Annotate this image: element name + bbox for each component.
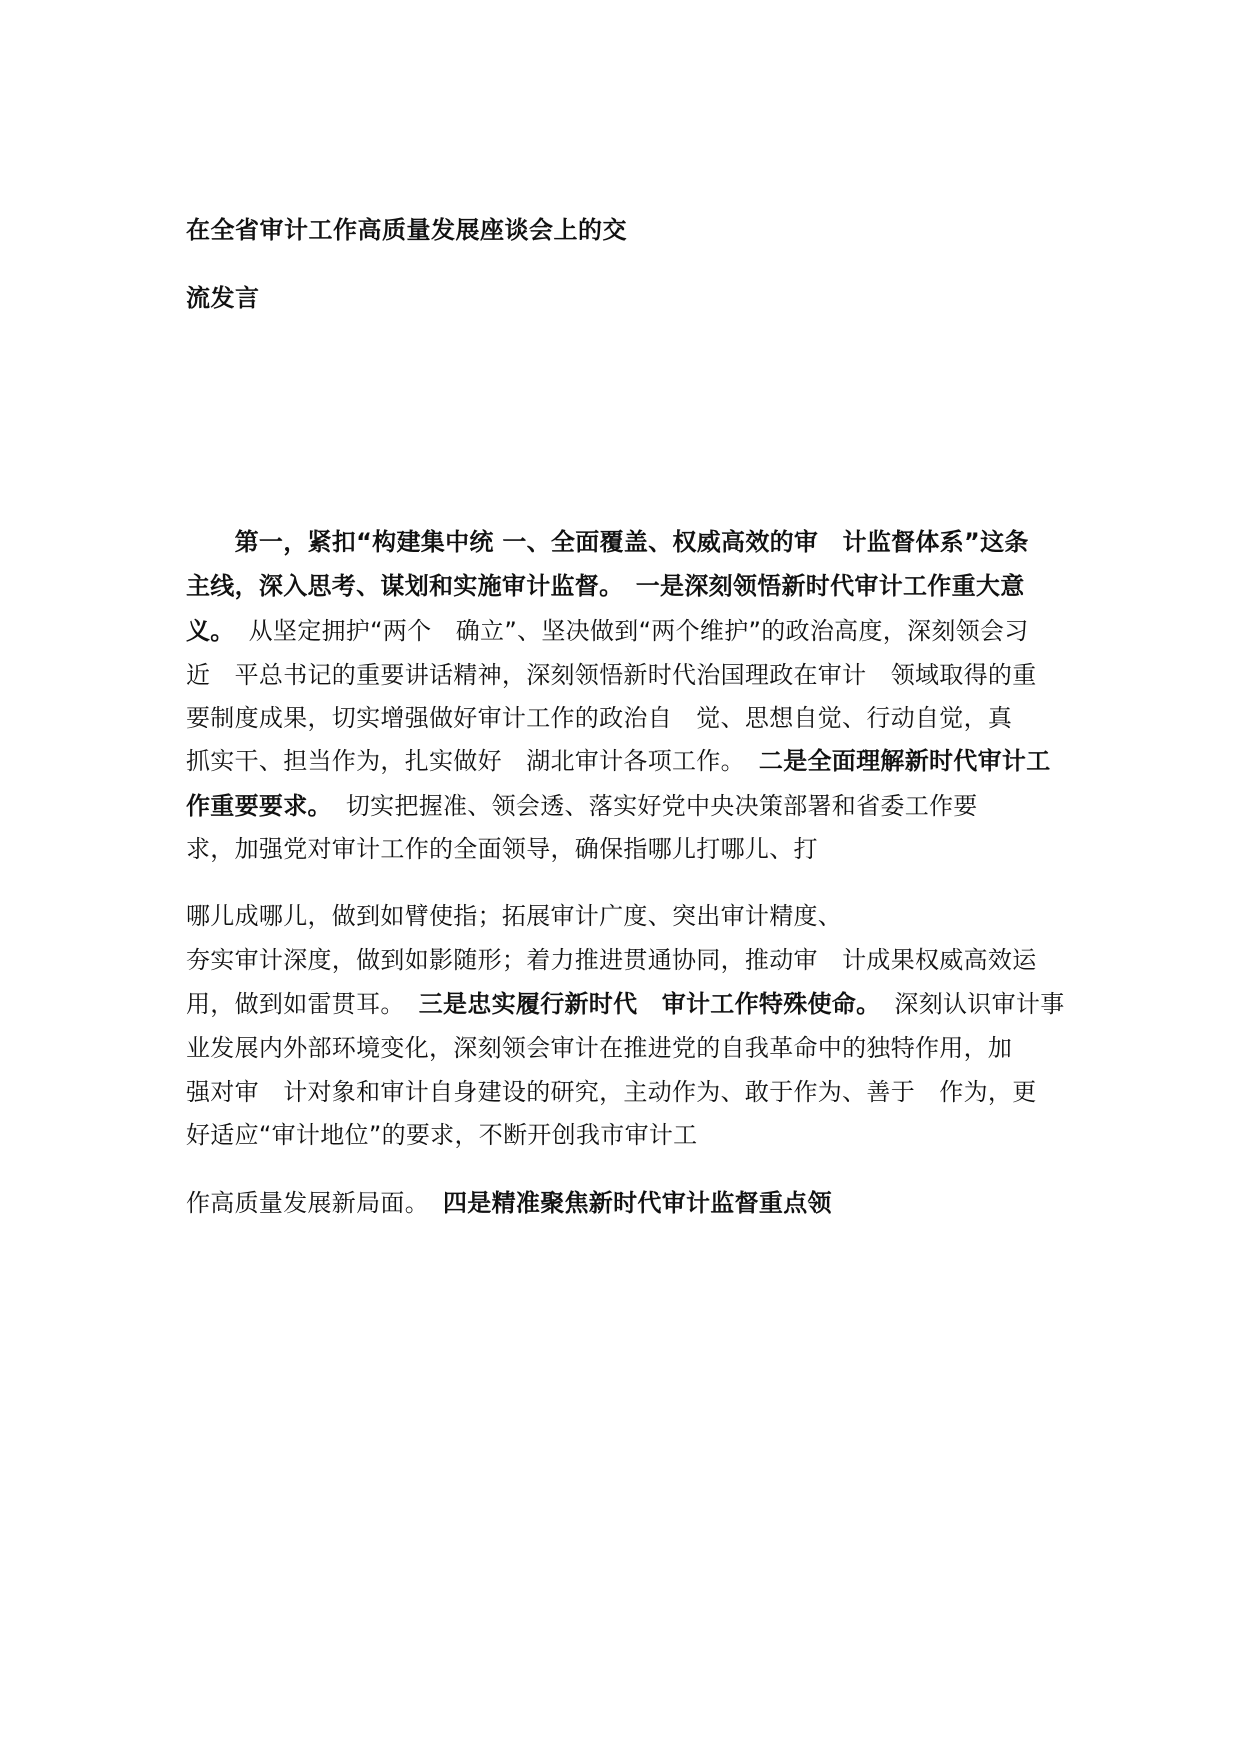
body-line [186, 984, 1065, 1019]
body-text: 从坚定拥护“两个 确立”、坚决做到“两个维护”的政治高度，深刻领会习 [248, 617, 1029, 645]
body-text-bold: 四是精准聚焦新时代审计监督重点领 [443, 1189, 832, 1217]
body-text-bold: 第一，紧扣“构建集中统 一、全面覆盖、权威高效的审 计监督体系”这条 [186, 528, 1029, 556]
body-line [186, 655, 1037, 690]
body-line [186, 786, 978, 821]
body-text: 求，加强党对审计工作的全面领导，确保指哪儿打哪儿、打 [186, 835, 818, 863]
body-text: 好适应“审计地位”的要求，不断开创我市审计工 [186, 1121, 698, 1149]
body-line [186, 566, 1025, 601]
body-line [186, 829, 818, 864]
document-title-line-1: 在全省审计工作高质量发展座谈会上的交 [186, 216, 627, 244]
body-text-bold: 作重要要求。 [186, 792, 332, 820]
body-line [186, 741, 1051, 776]
body-line [186, 1115, 697, 1150]
body-text-bold: 二是全面理解新时代审计工 [758, 747, 1051, 775]
body-line [186, 1183, 832, 1218]
body-line [186, 896, 842, 931]
body-text: 近 平总书记的重要讲话精神，深刻领悟新时代治国理政在审计 领域取得的重 [186, 661, 1037, 689]
body-line [186, 522, 1029, 557]
body-text-bold: 三是忠实履行新时代 审计工作特殊使命。 [418, 990, 881, 1018]
body-line [186, 611, 1029, 646]
document-title-line-2: 流发言 [186, 284, 260, 312]
body-text: 哪儿成哪儿，做到如臂使指；拓展审计广度、突出审计精度、 [186, 902, 843, 930]
body-text: 抓实干、担当作为，扎实做好 湖北审计各项工作。 [186, 747, 745, 775]
body-text: 要制度成果，切实增强做好审计工作的政治自 觉、思想自觉、行动自觉，真 [186, 704, 1013, 732]
body-text: 深刻认识审计事 [894, 990, 1065, 1018]
body-text: 作高质量发展新局面。 [186, 1189, 429, 1217]
body-line [186, 698, 1012, 733]
body-text: 业发展内外部环境变化，深刻领会审计在推进党的自我革命中的独特作用，加 [186, 1034, 1013, 1062]
body-text: 切实把握准、领会透、落实好党中央决策部署和省委工作要 [345, 792, 978, 820]
body-text-bold: 主线，深入思考、谋划和实施审计监督。 一是深刻领悟新时代审计工作重大意 [186, 572, 1025, 600]
body-line [186, 1072, 1037, 1107]
body-line [186, 1028, 1012, 1063]
body-text: 用，做到如雷贯耳。 [186, 990, 405, 1018]
body-text: 夯实审计深度，做到如影随形；着力推进贯通协同，推动审 计成果权威高效运 [186, 946, 1037, 974]
body-text-bold: 义。 [186, 617, 235, 645]
body-line [186, 940, 1037, 975]
body-text: 强对审 计对象和审计自身建设的研究，主动作为、敢于作为、善于 作为，更 [186, 1078, 1037, 1106]
